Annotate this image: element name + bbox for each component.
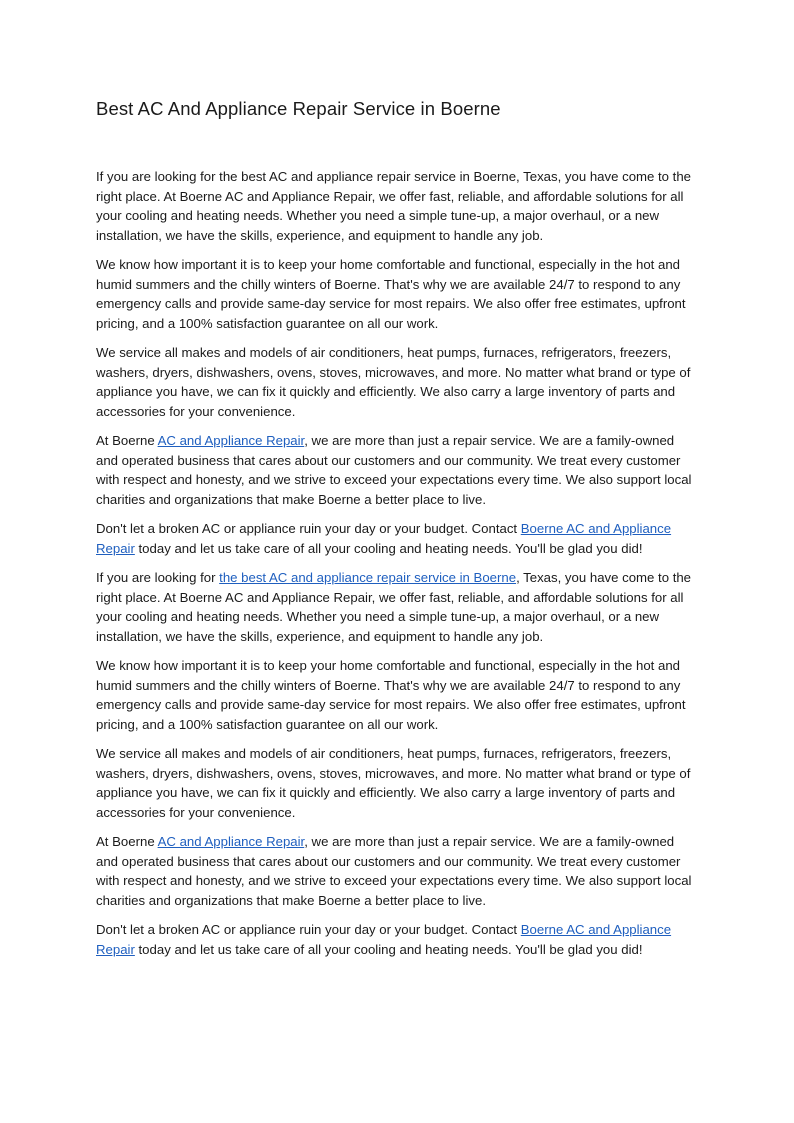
paragraph-5-text-before: Don't let a broken AC or appliance ruin your day or your budget. Contact	[96, 521, 521, 536]
paragraph-3: We service all makes and models of air conditioners, heat pumps, furnaces, refrigerators, freezers, washers, dryers, dishwashers, ovens, stoves, microwaves, and more. No matter what brand or type of appliance you have, we can fix it quickly and efficiently. We also carry a large inventory of parts and accessories for your convenience.	[96, 345, 691, 419]
best-ac-repair-service-link[interactable]: the best AC and appliance repair service in Boerne	[219, 570, 517, 585]
paragraph-9-text-after: , we are more than just a repair service. We are a family-owned and operated business that cares about our customers and our community. We treat every customer with respect and honesty, and we strive to exceed your expectations every time. We also support local charities and organizations that make Boerne a better place to live.	[96, 834, 692, 908]
paragraph-5	[96, 519, 698, 558]
paragraph-6-text-before: If you are looking for	[96, 570, 220, 585]
paragraph-10	[96, 920, 698, 959]
paragraph-6	[96, 568, 698, 646]
boerne-ac-appliance-repair-link[interactable]: Boerne AC and Appliance Repair	[96, 521, 672, 556]
paragraph-9-text-before: At Boerne	[96, 834, 158, 849]
ac-appliance-repair-link[interactable]: AC and Appliance Repair	[157, 433, 305, 448]
page-title: Best AC And Appliance Repair Service in Boerne	[96, 98, 501, 119]
paragraph-4-text-before: At Boerne	[96, 433, 158, 448]
paragraph-1: If you are looking for the best AC and appliance repair service in Boerne, Texas, you have come to the right place. At Boerne AC and Appliance Repair, we offer fast, reliable, and affordable solutions for all your cooling and heating needs. Whether you need a simple tune-up, a major overhaul, or a new installation, we have the skills, experience, and equipment to handle any job.	[96, 169, 692, 243]
paragraph-4	[96, 431, 698, 509]
paragraph-5-text-after: today and let us take care of all your cooling and heating needs. You'll be glad you did!	[134, 540, 643, 556]
paragraph-10-text-after: today and let us take care of all your cooling and heating needs. You'll be glad you did!	[134, 941, 643, 957]
ac-appliance-repair-link-2[interactable]: AC and Appliance Repair	[157, 834, 305, 849]
paragraph-9	[96, 832, 698, 910]
paragraph-7: We know how important it is to keep your home comfortable and functional, especially in the hot and humid summers and the chilly winters of Boerne. That's why we are available 24/7 to respond to any emergency calls and provide same-day service for most repairs. We also offer free estimates, upfront pricing, and a 100% satisfaction guarantee on all our work.	[96, 658, 686, 732]
paragraph-4-text-after: , we are more than just a repair service. We are a family-owned and operated business that cares about our customers and our community. We treat every customer with respect and honesty, and we strive to exceed your expectations every time. We also support local charities and organizations that make Boerne a better place to live.	[96, 433, 692, 507]
paragraph-6-text-after: , Texas, you have come to the right place. At Boerne AC and Appliance Repair, we offer fast, reliable, and affordable solutions for all your cooling and heating needs. Whether you need a simple tune-up, a major overhaul, or a new installation, we have the skills, experience, and equipment to handle any job.	[96, 570, 692, 644]
paragraph-8: We service all makes and models of air conditioners, heat pumps, furnaces, refrigerators, freezers, washers, dryers, dishwashers, ovens, stoves, microwaves, and more. No matter what brand or type of appliance you have, we can fix it quickly and efficiently. We also carry a large inventory of parts and accessories for your convenience.	[96, 746, 691, 820]
paragraph-10-text-before: Don't let a broken AC or appliance ruin your day or your budget. Contact	[96, 922, 521, 937]
paragraph-2: We know how important it is to keep your home comfortable and functional, especially in the hot and humid summers and the chilly winters of Boerne. That's why we are available 24/7 to respond to any emergency calls and provide same-day service for most repairs. We also offer free estimates, upfront pricing, and a 100% satisfaction guarantee on all our work.	[96, 257, 686, 331]
boerne-ac-appliance-repair-link-2[interactable]: Boerne AC and Appliance Repair	[96, 922, 672, 957]
